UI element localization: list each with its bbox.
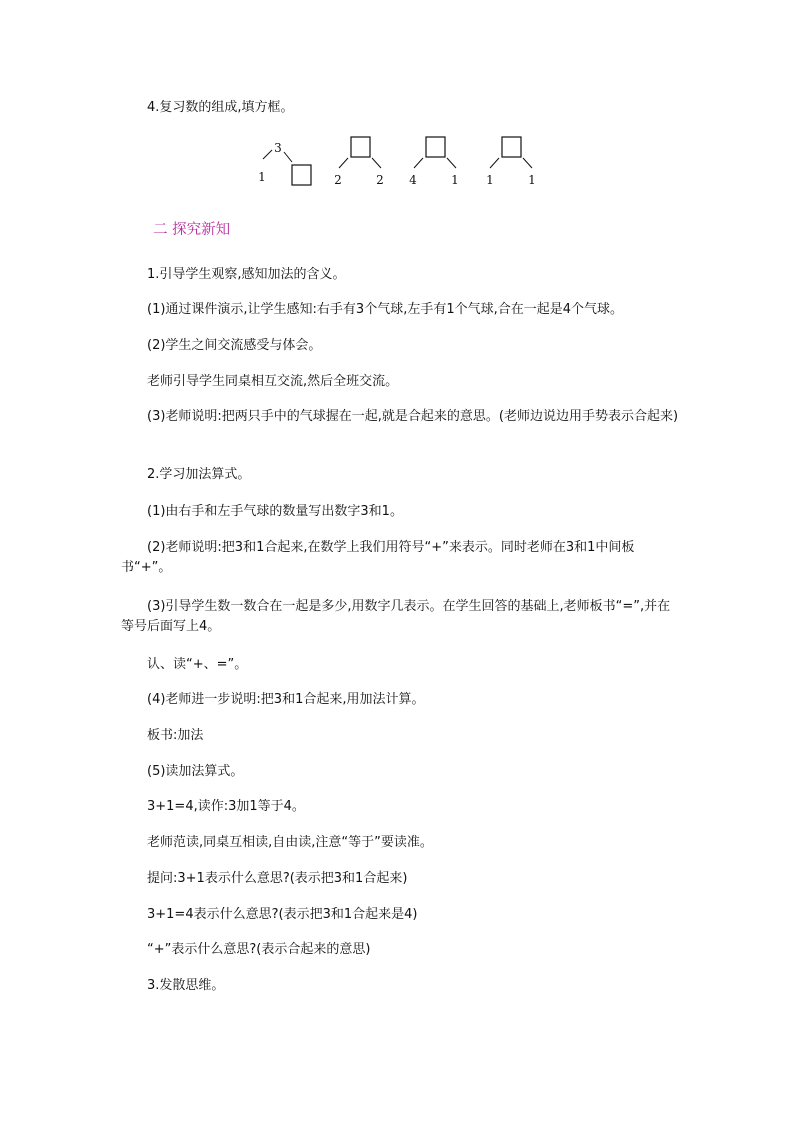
paragraph-10: 认、读“+、=”。 (147, 657, 248, 672)
paragraph-1: 1.引导学生观察,感知加法的含义。 (147, 267, 346, 282)
paragraph-19: 3.发散思维。 (147, 978, 225, 993)
tree-3-answer-box[interactable] (426, 137, 445, 157)
composition-tree-3 (409, 137, 459, 187)
tree-4-left-number: 1 (486, 173, 494, 187)
tree-3-left-branch (414, 158, 423, 168)
paragraph-2: (1)通过课件演示,让学生感知:右手有3个气球,左手有1个气球,合在一起是4个气球。 (147, 302, 624, 317)
paragraph-6: 2.学习加法算式。 (147, 467, 251, 482)
paragraph-3: (2)学生之间交流感受与体会。 (147, 338, 322, 353)
tree-1-right-branch (284, 152, 292, 162)
tree-4-right-number: 1 (528, 173, 536, 187)
composition-tree-2 (334, 137, 384, 187)
paragraph-18: “+”表示什么意思?(表示合起来的意思) (147, 942, 371, 957)
composition-tree-4 (486, 137, 536, 187)
tree-1-left-branch (263, 150, 272, 159)
tree-1-answer-box[interactable] (292, 165, 311, 185)
composition-tree-1 (258, 141, 311, 185)
paragraph-4: 老师引导学生同桌相互交流,然后全班交流。 (147, 374, 399, 389)
review-item-4: 4.复习数的组成,填方框。 (147, 100, 294, 115)
section-heading: 二 探究新知 (153, 222, 231, 238)
paragraph-9: (3)引导学生数一数合在一起是多少,用数字几表示。在学生回答的基础上,老师板书“=”,并在等号后面写上4。 (121, 599, 671, 634)
tree-1-left-number: 1 (258, 170, 266, 184)
paragraph-17: 3+1=4表示什么意思?(表示把3和1合起来是4) (147, 907, 418, 922)
tree-3-left-number: 4 (409, 173, 417, 187)
tree-4-right-branch (523, 158, 532, 168)
paragraph-11: (4)老师进一步说明:把3和1合起来,用加法计算。 (147, 692, 425, 707)
tree-4-answer-box[interactable] (502, 137, 521, 157)
paragraph-8: (2)老师说明:把3和1合起来,在数学上我们用符号“+”来表示。同时老师在3和1中间板书“+”。 (121, 540, 635, 575)
paragraph-16: 提问:3+1表示什么意思?(表示把3和1合起来) (147, 871, 408, 886)
tree-2-right-number: 2 (376, 173, 384, 187)
paragraph-15: 老师范读,同桌互相读,自由读,注意“等于”要读准。 (147, 835, 433, 850)
tree-2-answer-box[interactable] (351, 137, 370, 157)
tree-3-right-number: 1 (451, 173, 459, 187)
tree-1-top-number: 3 (274, 141, 282, 155)
tree-3-right-branch (447, 158, 456, 168)
tree-2-left-branch (339, 158, 348, 168)
paragraph-5: (3)老师说明:把两只手中的气球握在一起,就是合起来的意思。(老师边说边用手势表示合起来) (147, 409, 679, 424)
paragraph-12: 板书:加法 (147, 728, 204, 743)
tree-4-left-branch (490, 158, 499, 168)
number-composition-diagram (240, 130, 560, 200)
tree-2-left-number: 2 (334, 173, 342, 187)
tree-2-right-branch (372, 158, 381, 168)
paragraph-14: 3+1=4,读作:3加1等于4。 (147, 799, 305, 814)
paragraph-13: (5)读加法算式。 (147, 764, 244, 779)
paragraph-7: (1)由右手和左手气球的数量写出数字3和1。 (147, 504, 403, 519)
